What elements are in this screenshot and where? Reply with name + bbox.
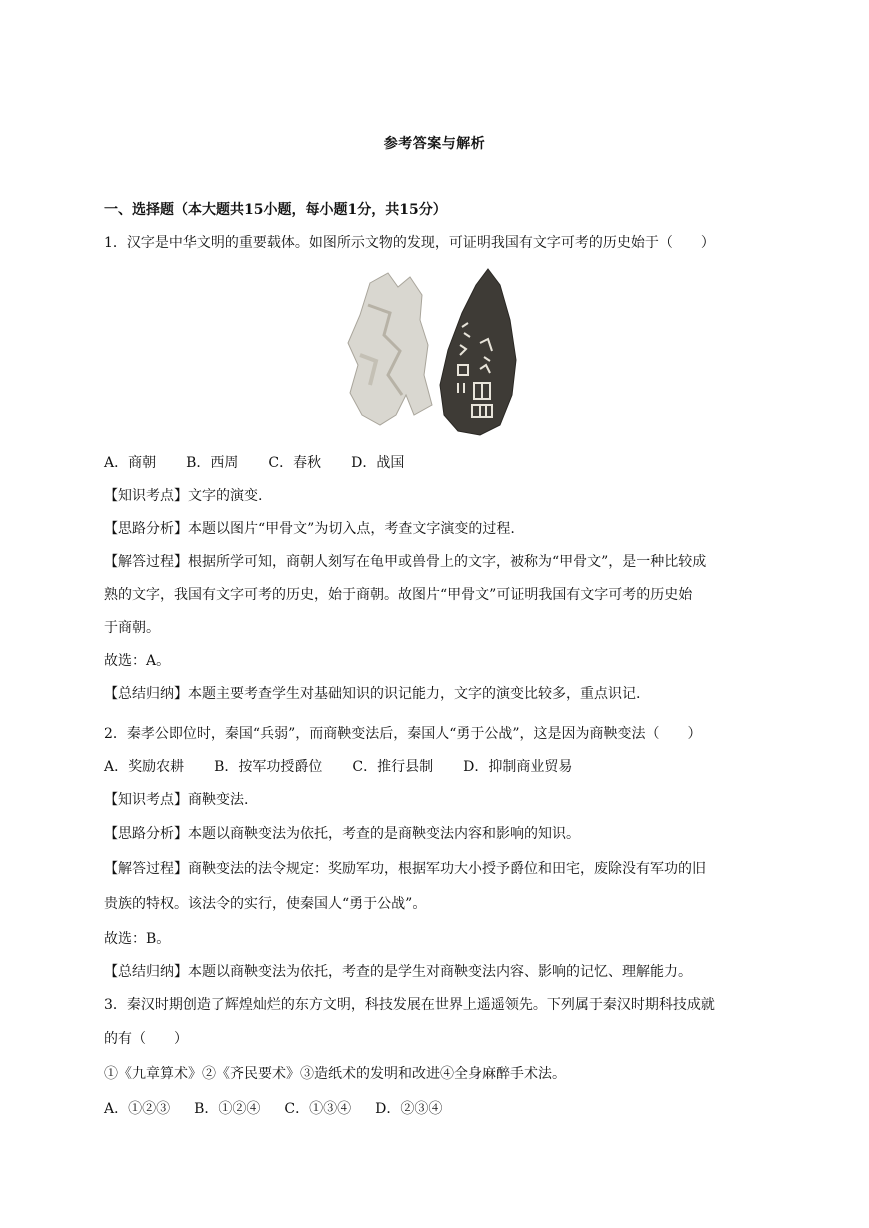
- q1-knowledge-point: 【知识考点】文字的演变.: [104, 488, 263, 504]
- q3-items: ①《九章算术》②《齐民要术》③造纸术的发明和改进④全身麻醉手术法。: [104, 1066, 566, 1082]
- q1-solution-line-3: 于商朝。: [104, 620, 160, 636]
- q1-summary: 【总结归纳】本题主要考查学生对基础知识的识记能力，文字的演变比较多，重点识记.: [104, 686, 641, 702]
- q3-option-a: A．①②③: [104, 1101, 171, 1117]
- q2-solution-line-2: 贵族的特权。该法令的实行，使秦国人“勇于公战”。: [104, 896, 427, 912]
- q1-options: [104, 453, 404, 473]
- q1-solution-line-2: 熟的文字，我国有文字可考的历史，始于商朝。故图片“甲骨文”可证明我国有文字可考的历史始: [104, 587, 693, 603]
- q1-option-a: A．商朝: [104, 455, 157, 471]
- q2-knowledge-point: 【知识考点】商鞅变法.: [104, 792, 249, 808]
- q1-answer: 故选：A。: [104, 653, 171, 669]
- q2-summary: 【总结归纳】本题以商鞅变法为依托，考查的是学生对商鞅变法内容、影响的记忆、理解能力。: [104, 964, 692, 980]
- q1-stem: 1．汉字是中华文明的重要载体。如图所示文物的发现，可证明我国有文字可考的历史始于（ ）: [104, 235, 715, 251]
- q3-option-c: C．①③④: [284, 1101, 352, 1117]
- q3-option-d: D．②③④: [375, 1101, 443, 1117]
- q2-answer: 故选：B。: [104, 931, 171, 947]
- q2-options: [104, 757, 572, 777]
- q2-solution-line-1: 【解答过程】商鞅变法的法令规定：奖励军功，根据军功大小授予爵位和田宅，废除没有军功的旧: [104, 861, 706, 877]
- q2-option-a: A．奖励农耕: [104, 759, 185, 775]
- q2-analysis: 【思路分析】本题以商鞅变法为依托，考查的是商鞅变法内容和影响的知识。: [104, 826, 580, 842]
- q2-stem: 2．秦孝公即位时，秦国“兵弱”，而商鞅变法后，秦国人“勇于公战”，这是因为商鞅变法（ ）: [104, 726, 702, 742]
- q1-option-b: B．西周: [186, 455, 239, 471]
- q1-solution-line-1: 【解答过程】根据所学可知，商朝人刻写在龟甲或兽骨上的文字，被称为“甲骨文”，是一种比较成: [104, 554, 707, 570]
- q2-option-c: C．推行县制: [352, 759, 434, 775]
- q1-analysis: 【思路分析】本题以图片“甲骨文”为切入点，考查文字演变的过程.: [104, 521, 515, 537]
- q2-option-d: D．抑制商业贸易: [463, 759, 573, 775]
- oracle-bone-image: [340, 265, 530, 440]
- oracle-bone-illustration: [340, 265, 530, 440]
- q2-option-b: B．按军功授爵位: [214, 759, 323, 775]
- q3-stem-line-2: 的有（ ）: [104, 1031, 188, 1047]
- q3-option-b: B．①②④: [194, 1101, 261, 1117]
- q3-stem-line-1: 3．秦汉时期创造了辉煌灿烂的东方文明，科技发展在世界上遥遥领先。下列属于秦汉时期科技成就: [104, 997, 715, 1013]
- q3-options: [104, 1099, 442, 1119]
- q1-option-d: D．战国: [351, 455, 405, 471]
- section-heading: 一、选择题（本大题共15小题，每小题1分，共15分）: [104, 202, 447, 218]
- page-title: 参考答案与解析: [383, 136, 486, 152]
- q1-option-c: C．春秋: [268, 455, 322, 471]
